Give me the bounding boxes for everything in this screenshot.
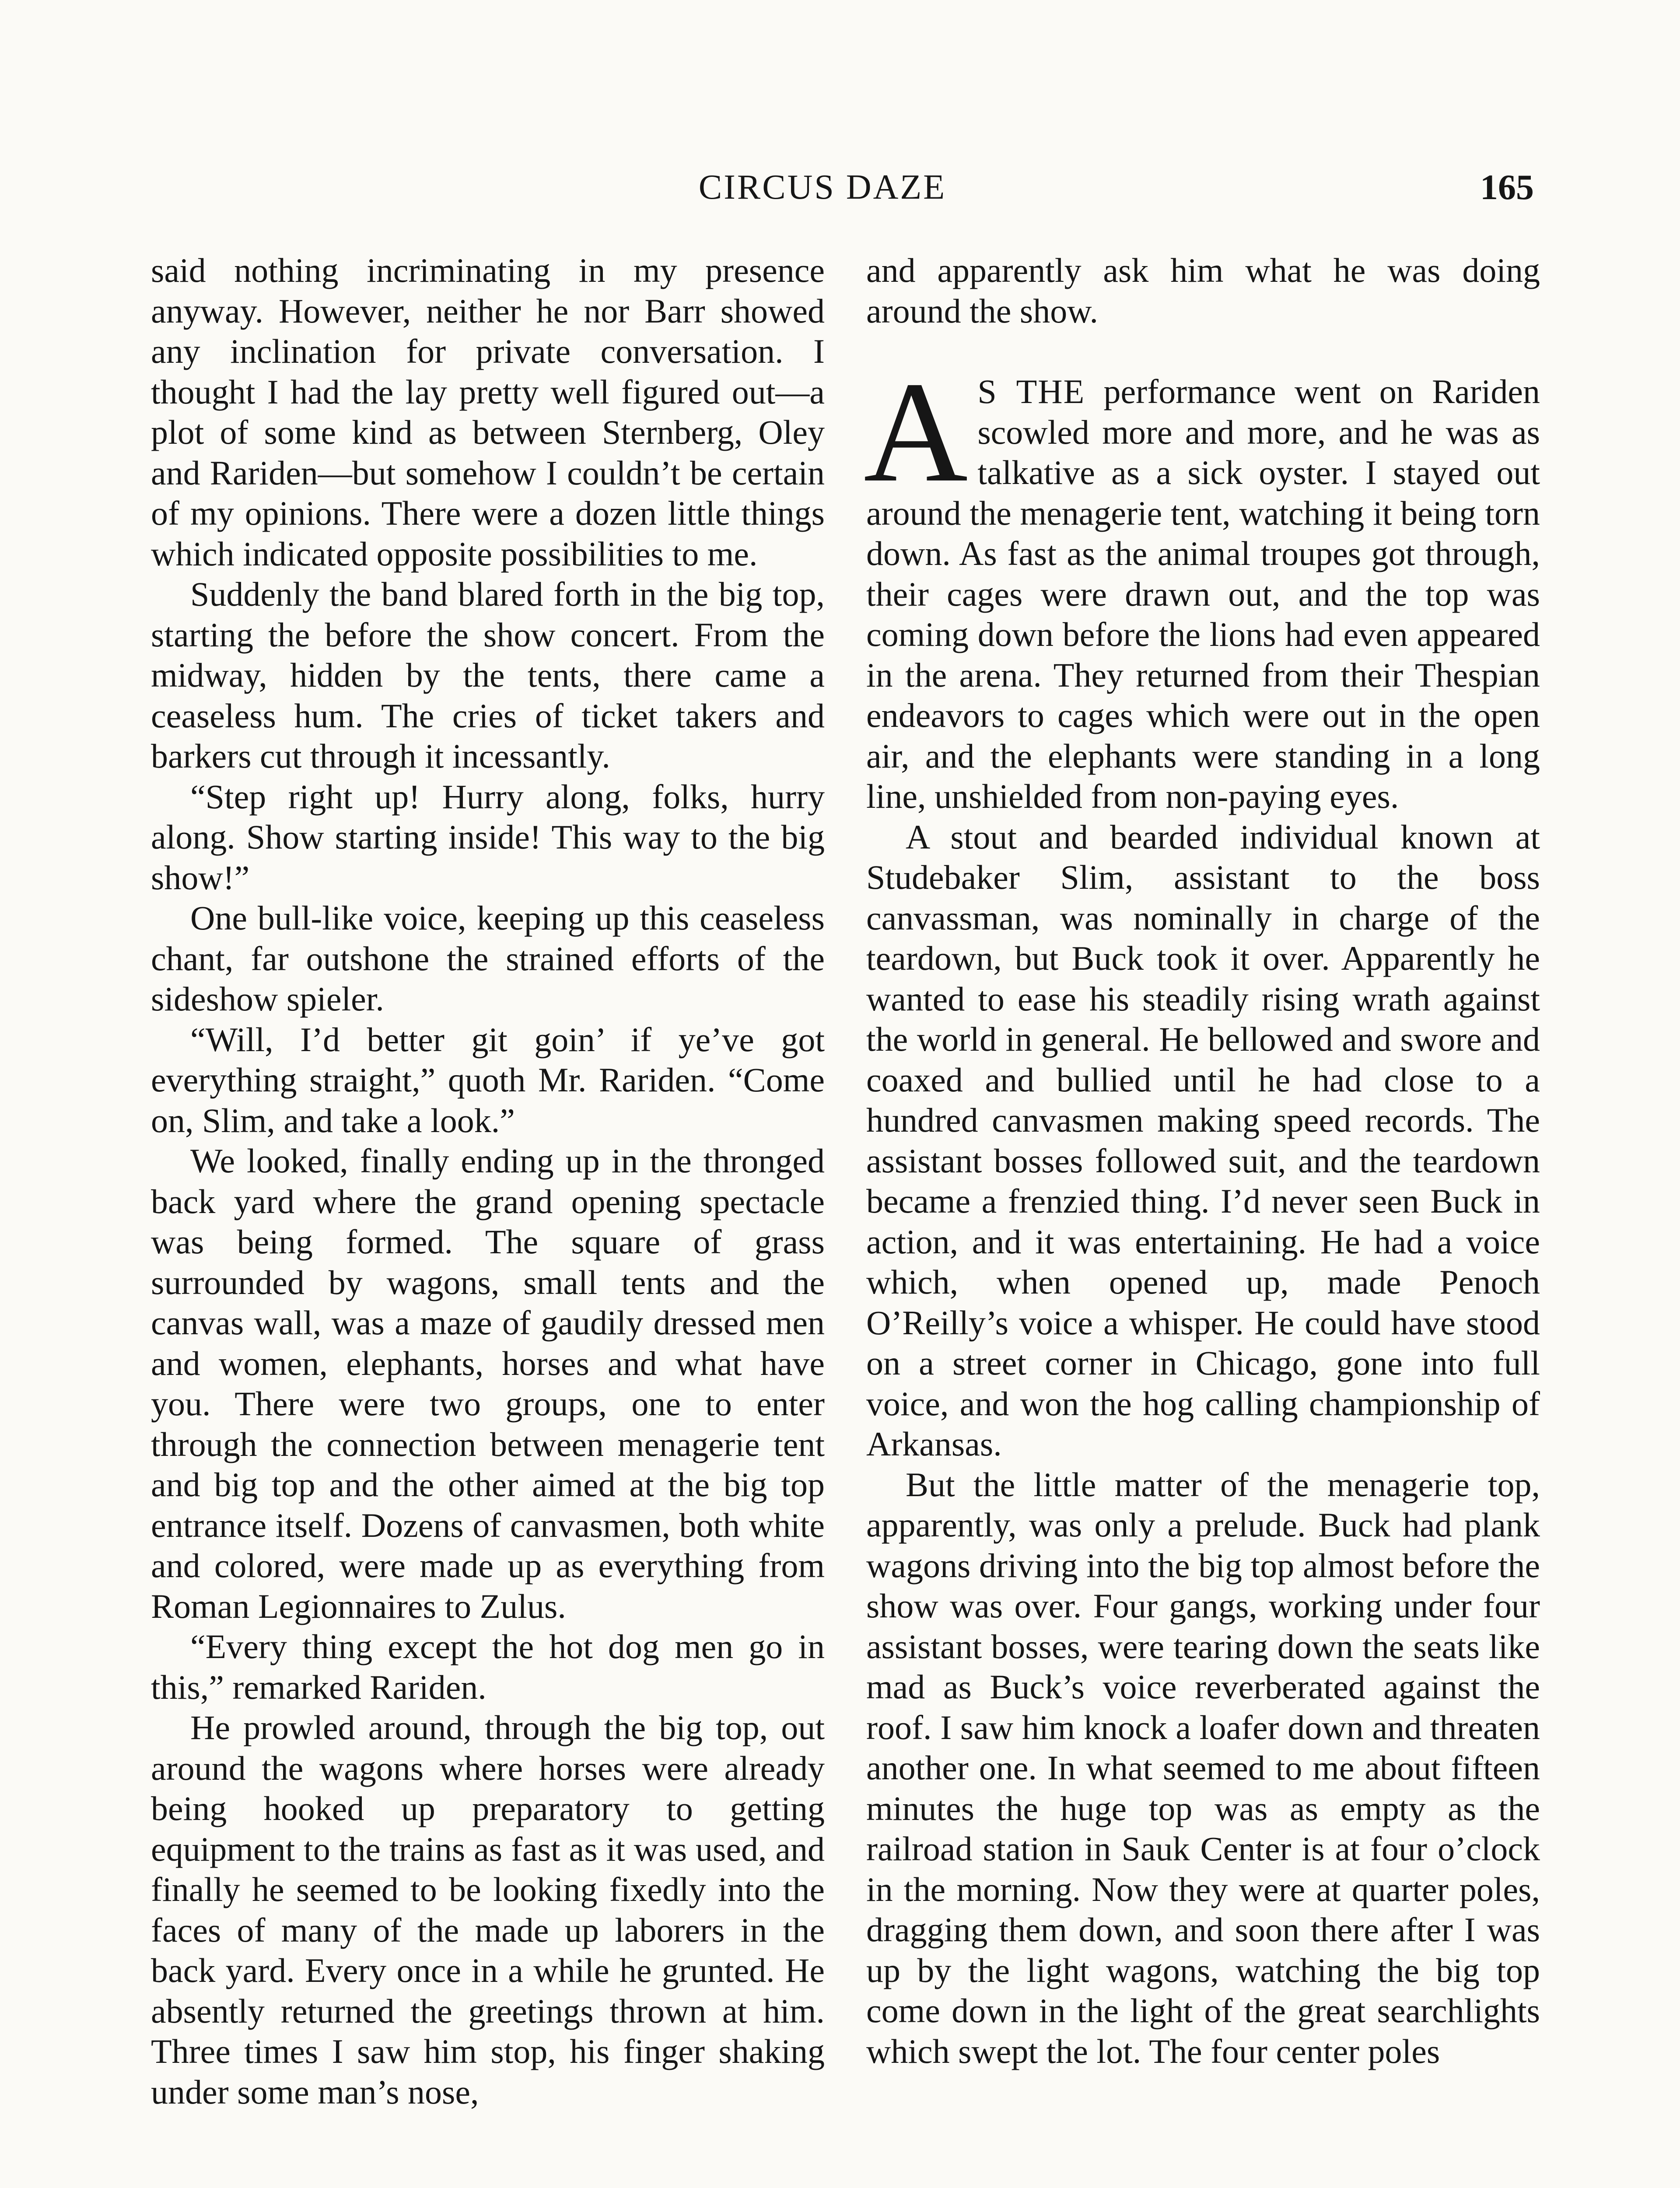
running-head	[0, 161, 1680, 214]
section-opening-paragraph	[864, 352, 1540, 817]
paragraph-continuation: and apparently ask him what he was doing around the show.	[866, 251, 1540, 330]
drop-cap: A	[864, 352, 968, 512]
paragraph: “Will, I’d better git goin’ if ye’ve got everything straight,” quoth Mr. Rariden. “Come on, Slim, and take a look.”	[151, 1020, 825, 1140]
paragraph: We looked, finally ending up in the thronged back yard where the grand opening spectacle was being formed. The square of grass surrounded by wagons, small tents and the canvas wall, was a maze of gaudily dressed men and women, elephants, horses and what have you. There were two groups, one to enter through the connection between menagerie tent and big top and the other aimed at the big top entrance itself. Dozens of canvasmen, both white and colored, were made up as everything from Roman Legionnaires to Zulus.	[151, 1142, 825, 1625]
paragraph: Suddenly the band blared forth in the big top, starting the before the show concert. From the midway, hidden by the tents, there came a ceaseless hum. The cries of ticket takers and barkers cut through it incessantly.	[151, 575, 825, 775]
running-title: CIRCUS DAZE	[698, 168, 947, 207]
page-number: 165	[1480, 167, 1534, 207]
right-column	[866, 250, 1540, 2072]
paragraph: said nothing incriminating in my presence anyway. However, neither he nor Barr showed any inclination for private conversation. I thought I had the lay pretty well figured out—a plot of some kind as between Sternberg, Oley and Rariden—but somehow I couldn’t be certain of my opinions. There were a dozen little things which indicated opposite possibilities to me.	[151, 251, 825, 573]
lead-in: S THE	[977, 372, 1085, 410]
paragraph: “Step right up! Hurry along, folks, hurry along. Show starting inside! This way to the big show!”	[151, 777, 825, 897]
section-opening-text: performance went on Rariden scowled more and more, and he was as talkative as a sick oyster. I stayed out around the menagerie tent, watching it being torn down. As fast as the animal troupes got through, their cages were drawn out, and the top was coming down before the lions had even appeared in the arena. They returned from their Thespian endeavors to cages which were out in the open air, and the elephants were standing in a long line, unshielded from non-paying eyes.	[866, 372, 1540, 815]
paragraph: One bull-like voice, keeping up this ceaseless chant, far outshone the strained efforts of the sideshow spieler.	[151, 899, 825, 1018]
paragraph: But the little matter of the menagerie top, apparently, was only a prelude. Buck had plank wagons driving into the big top almost before the show was over. Four gangs, working under four assistant bosses, were tearing down the seats like mad as Buck’s voice reverberated against the roof. I saw him knock a loafer down and threaten another one. In what seemed to me about fifteen minutes the huge top was as empty as the railroad station in Sauk Center is at four o’clock in the morning. Now they were at quarter poles, dragging them down, and soon there after I was up by the light wagons, watching the big top come down in the light of the great searchlights which swept the lot. The four center poles	[866, 1465, 1540, 2070]
paragraph: He prowled around, through the big top, out around the wagons where horses were already being hooked up preparatory to getting equipment to the trains as fast as it was used, and finally he seemed to be looking fixedly into the faces of many of the made up laborers in the back yard. Every once in a while he grunted. He absently returned the greetings thrown at him. Three times I saw him stop, his finger shaking under some man’s nose,	[151, 1708, 825, 2111]
left-column	[151, 250, 825, 2112]
paragraph: A stout and bearded individual known at Studebaker Slim, assistant to the boss canvassman, was nominally in charge of the teardown, but Buck took it over. Apparently he wanted to ease his steadily rising wrath against the world in general. He bellowed and swore and coaxed and bullied until he had close to a hundred canvasmen making speed records. The assistant bosses followed suit, and the teardown became a frenzied thing. I’d never seen Buck in action, and it was entertaining. He had a voice which, when opened up, made Penoch O’Reilly’s voice a whisper. He could have stood on a street corner in Chicago, gone into full voice, and won the hog calling championship of Arkansas.	[866, 817, 1540, 1463]
paragraph: “Every thing except the hot dog men go in this,” remarked Rariden.	[151, 1627, 825, 1706]
